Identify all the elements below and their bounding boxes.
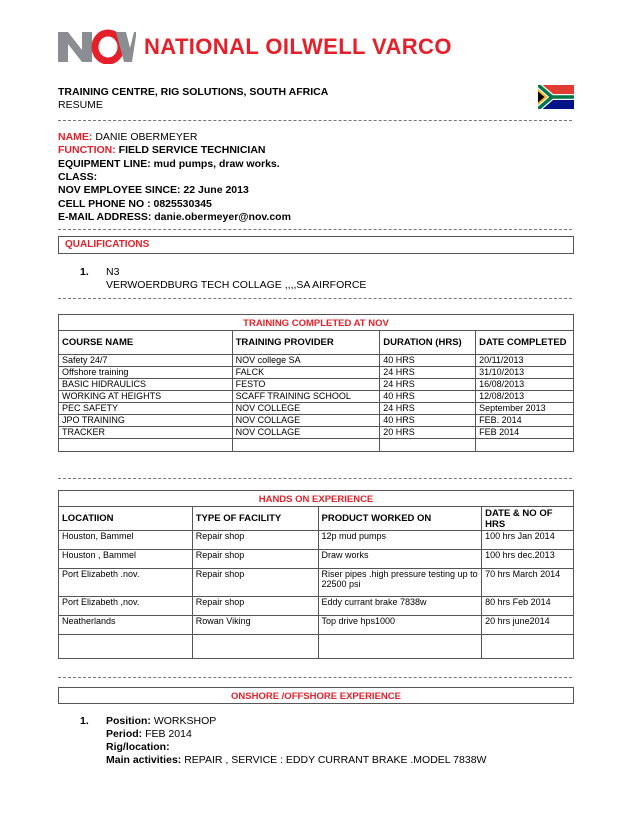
table-cell: Repair shop [192, 597, 318, 616]
qualification-detail: VERWOERDBURG TECH COLLAGE ,,,,SA AIRFORCE [106, 279, 367, 291]
table-cell: FEB. 2014 [476, 415, 574, 427]
table-cell: Rowan Viking [192, 616, 318, 635]
table-cell: 24 HRS [380, 367, 476, 379]
table-cell: Offshore training [59, 367, 233, 379]
position-value: WORKSHOP [150, 715, 217, 727]
table-cell: 40 HRS [380, 415, 476, 427]
table-row [59, 391, 574, 403]
column-header: COURSE NAME [59, 331, 233, 355]
activities-value: REPAIR , SERVICE : EDDY CURRANT BRAKE .MODEL 7838W [181, 754, 487, 766]
function-row [58, 144, 266, 158]
period-row [106, 728, 192, 742]
table-cell [380, 439, 476, 452]
qualification-item: N3 [106, 266, 120, 278]
table-cell: 80 hrs Feb 2014 [482, 597, 574, 616]
table-cell [192, 635, 318, 659]
table-cell: 100 hrs dec.2013 [482, 550, 574, 569]
table-header-row [59, 331, 574, 355]
table-cell: FALCK [232, 367, 380, 379]
position-number: 1. [80, 715, 89, 727]
rig-location-label: Rig/location: [106, 741, 170, 753]
table-cell: 20 HRS [380, 427, 476, 439]
column-header: DATE COMPLETED [476, 331, 574, 355]
table-cell: 70 hrs March 2014 [482, 569, 574, 597]
class-line: CLASS: [58, 171, 98, 183]
hands-on-title-box [58, 490, 574, 506]
table-cell: JPO TRAINING [59, 415, 233, 427]
table-cell: Port Elizabeth ,nov. [59, 597, 193, 616]
table-row [59, 569, 574, 597]
table-cell [482, 635, 574, 659]
table-cell: WORKING AT HEIGHTS [59, 391, 233, 403]
divider [58, 120, 572, 121]
table-cell: Riser pipes .high pressure testing up to 22500 psi [318, 569, 482, 597]
table-row [59, 439, 574, 452]
table-cell: 20/11/2013 [476, 355, 574, 367]
table-cell: NOV COLLAGE [232, 427, 380, 439]
table-cell: 100 hrs Jan 2014 [482, 531, 574, 550]
onshore-title: ONSHORE /OFFSHORE EXPERIENCE [231, 691, 401, 702]
table-row [59, 635, 574, 659]
table-cell: Port Elizabeth .nov. [59, 569, 193, 597]
table-cell: Houston, Bammel [59, 531, 193, 550]
table-row [59, 379, 574, 391]
table-cell: Houston , Bammel [59, 550, 193, 569]
function-label: FUNCTION: [58, 144, 116, 156]
table-row [59, 415, 574, 427]
qualification-number: 1. [80, 266, 89, 278]
position-label: Position: [106, 715, 151, 727]
column-header: TRAINING PROVIDER [232, 331, 380, 355]
table-cell: Repair shop [192, 531, 318, 550]
activities-label: Main activities: [106, 754, 182, 766]
column-header: TYPE OF FACILITY [192, 507, 318, 531]
table-cell: SCAFF TRAINING SCHOOL [232, 391, 380, 403]
column-header: DATE & NO OF HRS [482, 507, 574, 531]
training-title-box [58, 314, 574, 330]
table-cell: 24 HRS [380, 403, 476, 415]
table-cell: 24 HRS [380, 379, 476, 391]
table-row [59, 616, 574, 635]
hands-on-title: HANDS ON EXPERIENCE [258, 494, 374, 505]
table-cell: Repair shop [192, 550, 318, 569]
header-line1: TRAINING CENTRE, RIG SOLUTIONS, SOUTH AFRICA [58, 86, 329, 98]
training-table [58, 330, 574, 452]
table-cell: 40 HRS [380, 355, 476, 367]
name-row [58, 131, 197, 145]
table-cell [232, 439, 380, 452]
table-header-row [59, 507, 574, 531]
activities-row [106, 754, 486, 768]
table-cell: Top drive hps1000 [318, 616, 482, 635]
table-cell: TRACKER [59, 427, 233, 439]
logo-text: NATIONAL OILWELL VARCO [144, 34, 452, 59]
table-cell: 20 hrs june2014 [482, 616, 574, 635]
table-cell: Repair shop [192, 569, 318, 597]
name-value: DANIE OBERMEYER [92, 131, 198, 143]
training-title: TRAINING COMPLETED AT NOV [243, 318, 389, 329]
period-label: Period: [106, 728, 143, 740]
table-row [59, 403, 574, 415]
onshore-title-box [58, 687, 574, 704]
table-cell: FEB 2014 [476, 427, 574, 439]
qualifications-title: QUALIFICATIONS [65, 239, 150, 250]
table-cell: Draw works [318, 550, 482, 569]
table-cell: Neatherlands [59, 616, 193, 635]
table-row [59, 367, 574, 379]
cell-phone: CELL PHONE NO : 0825530345 [58, 198, 212, 210]
company-logo [58, 28, 478, 66]
function-value: FIELD SERVICE TECHNICIAN [115, 144, 266, 156]
employee-since: NOV EMPLOYEE SINCE: 22 June 2013 [58, 184, 249, 196]
table-cell: Safety 24/7 [59, 355, 233, 367]
divider [58, 478, 572, 479]
name-label: NAME: [58, 131, 93, 143]
position-row [106, 715, 216, 729]
table-cell [318, 635, 482, 659]
header-line2: RESUME [58, 99, 103, 111]
column-header: LOCATIION [59, 507, 193, 531]
hands-on-table [58, 506, 574, 659]
table-row [59, 427, 574, 439]
equipment-line: EQUIPMENT LINE: mud pumps, draw works. [58, 158, 280, 170]
column-header: DURATION (HRS) [380, 331, 476, 355]
table-row [59, 355, 574, 367]
table-cell: 16/08/2013 [476, 379, 574, 391]
qualifications-box [58, 236, 574, 254]
column-header: PRODUCT WORKED ON [318, 507, 482, 531]
table-cell: September 2013 [476, 403, 574, 415]
table-row [59, 550, 574, 569]
table-cell: NOV COLLAGE [232, 415, 380, 427]
period-value: FEB 2014 [142, 728, 192, 740]
table-cell: 12/08/2013 [476, 391, 574, 403]
table-cell: BASIC HIDRAULICS [59, 379, 233, 391]
divider [58, 677, 572, 678]
table-cell [59, 439, 233, 452]
south-africa-flag-icon [538, 85, 574, 109]
table-cell: PEC SAFETY [59, 403, 233, 415]
table-cell [59, 635, 193, 659]
nov-logo-icon [58, 28, 136, 64]
table-cell: NOV college SA [232, 355, 380, 367]
table-row [59, 531, 574, 550]
divider [58, 229, 572, 230]
table-row [59, 597, 574, 616]
divider [58, 298, 572, 299]
table-cell: 31/10/2013 [476, 367, 574, 379]
table-cell: FESTO [232, 379, 380, 391]
table-cell: 40 HRS [380, 391, 476, 403]
email-address: E-MAIL ADDRESS: danie.obermeyer@nov.com [58, 211, 291, 223]
table-cell: 12p mud pumps [318, 531, 482, 550]
table-cell [476, 439, 574, 452]
table-cell: Eddy currant brake 7838w [318, 597, 482, 616]
table-cell: NOV COLLEGE [232, 403, 380, 415]
